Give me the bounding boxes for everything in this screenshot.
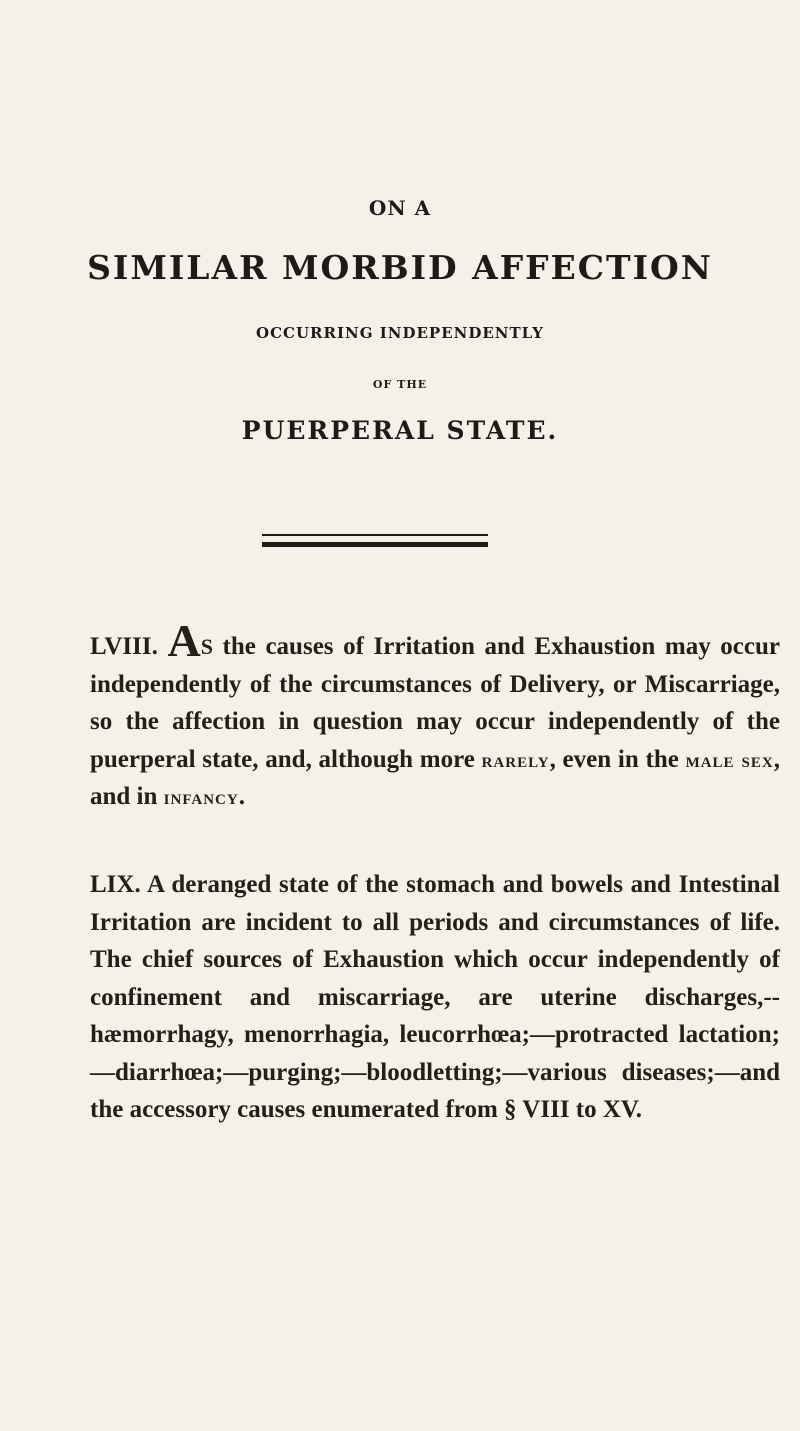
paragraph-lix (60, 866, 780, 1129)
paragraph-text: , and in (90, 745, 780, 810)
paragraph-number: LIX. (90, 871, 141, 898)
divider-thin (262, 534, 488, 536)
paragraph-text: , even in the (549, 745, 686, 773)
small-caps-male-sex: male sex (685, 746, 774, 772)
small-caps-rarely: rarely (481, 746, 550, 772)
heading-of-the: OF THE (372, 378, 428, 391)
paragraph-number: LVIII. (90, 633, 158, 660)
divider-thick (262, 542, 488, 547)
heading-on-a: ON A (368, 196, 432, 220)
heading-occurring: OCCURRING INDEPENDENTLY (256, 324, 544, 342)
page-title: SIMILAR MORBID AFFECTION (87, 248, 713, 287)
paragraph-text: the causes of Irritation and Exhaustion may occur independently of the circumstances of Delivery, or Miscarriage, so the affection in question may occur independently of the puerperal state, and, although more (90, 633, 780, 773)
heading-puerperal-state: PUERPERAL STATE. (241, 416, 559, 445)
paragraph-text: . (238, 783, 245, 810)
small-caps-infancy: infancy (163, 784, 239, 809)
drop-letter: A (167, 615, 201, 666)
paragraph-lviii (60, 615, 780, 816)
first-letter-s: S (200, 634, 213, 659)
paragraph-text: A deranged state of the stomach and bowels and Intestinal Irritation are incident to all periods and circumstances of life. The chief sources of Exhaustion which occur independently of confinement and miscarriage, are uterine discharges,--hæmorrhagy, menorrhagia, leucorrhœa;—protracted lactation;—diarrhœa;—purging;—bloodletting;—various diseases;—and the accessory causes enumerated from § VIII to XV. (90, 871, 780, 1123)
